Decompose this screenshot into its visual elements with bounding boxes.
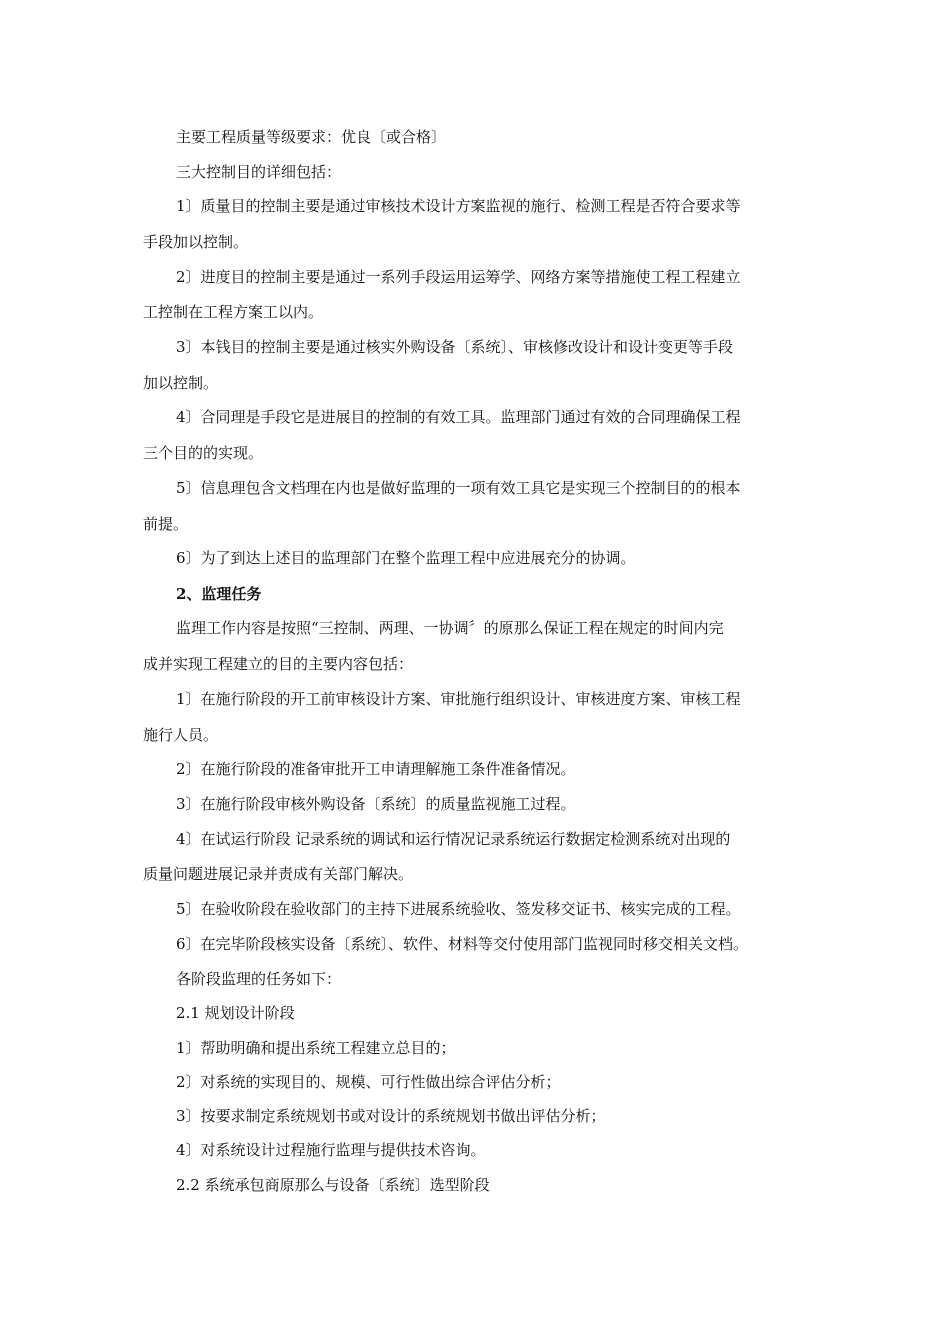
planning-item-1: 1〕帮助明确和提出系统工程建立总目的； (176, 1039, 456, 1057)
task-2: 2〕在施行阶段的准备审批开工申请理解施工条件准备情况。 (176, 760, 576, 778)
item-5-information: 5〕信息理包含文档理在内也是做好监理的一项有效工具它是实现三个控制目的的根本 (176, 479, 741, 497)
quality-grade-line: 主要工程质量等级要求：优良〔或合格〕 (176, 128, 447, 146)
three-controls-intro: 三大控制目的详细包括： (176, 163, 342, 181)
task-4: 4〕在试运行阶段 记录系统的调试和运行情况记录系统运行数据定检测系统对出现的 (176, 830, 731, 848)
planning-item-2: 2〕对系统的实现目的、规模、可行性做出综合评估分析； (176, 1073, 561, 1091)
planning-item-4: 4〕对系统设计过程施行监理与提供技术咨询。 (176, 1141, 486, 1159)
item-4-contract: 4〕合同理是手段它是进展目的控制的有效工具。监理部门通过有效的合同理确保工程 (176, 408, 741, 426)
item-3-cost: 3〕本钱目的控制主要是通过核实外购设备〔系统〕、审核修改设计和设计变更等手段 (176, 338, 734, 356)
item-3-cost-cont: 加以控制。 (143, 374, 219, 392)
section-heading-supervision-tasks: 2、监理任务 (176, 585, 262, 603)
task-5: 5〕在验收阶段在验收部门的主持下进展系统验收、签发移交证书、核实完成的工程。 (176, 900, 741, 918)
item-1-quality: 1〕质量目的控制主要是通过审核技术设计方案监视的施行、检测工程是否符合要求等 (176, 197, 741, 215)
task-1: 1〕在施行阶段的开工前审核设计方案、审批施行组织设计、审核进度方案、审核工程 (176, 690, 741, 708)
task-6: 6〕在完毕阶段核实设备〔系统〕、软件、材料等交付使用部门监视同时移交相关文档。 (176, 935, 749, 953)
task-1-cont: 施行人员。 (143, 726, 219, 744)
supervision-content-intro: 监理工作内容是按照“三控制、两理、一协调〞的原那么保证工程在规定的时间内完 (176, 619, 724, 637)
item-5-information-cont: 前提。 (143, 515, 189, 533)
item-1-quality-cont: 手段加以控制。 (143, 233, 249, 251)
task-3: 3〕在施行阶段审核外购设备〔系统〕的质量监视施工过程。 (176, 795, 576, 813)
phase-tasks-intro: 各阶段监理的任务如下： (176, 970, 342, 988)
subsection-2-1-heading: 2.1 规划设计阶段 (176, 1004, 295, 1022)
item-2-schedule-cont: 工控制在工程方案工以内。 (143, 303, 324, 321)
supervision-content-intro-cont: 成并实现工程建立的目的主要内容包括： (143, 655, 414, 673)
task-4-cont: 质量问题进展记录并责成有关部门解决。 (143, 865, 414, 883)
item-2-schedule: 2〕进度目的控制主要是通过一系列手段运用运筹学、网络方案等措施使工程工程建立 (176, 268, 741, 286)
item-6-coordination: 6〕为了到达上述目的监理部门在整个监理工程中应进展充分的协调。 (176, 549, 636, 567)
subsection-2-2-heading: 2.2 系统承包商原那么与设备〔系统〕选型阶段 (176, 1176, 490, 1194)
planning-item-3: 3〕按要求制定系统规划书或对设计的系统规划书做出评估分析； (176, 1107, 606, 1125)
item-4-contract-cont: 三个目的的实现。 (143, 444, 264, 462)
